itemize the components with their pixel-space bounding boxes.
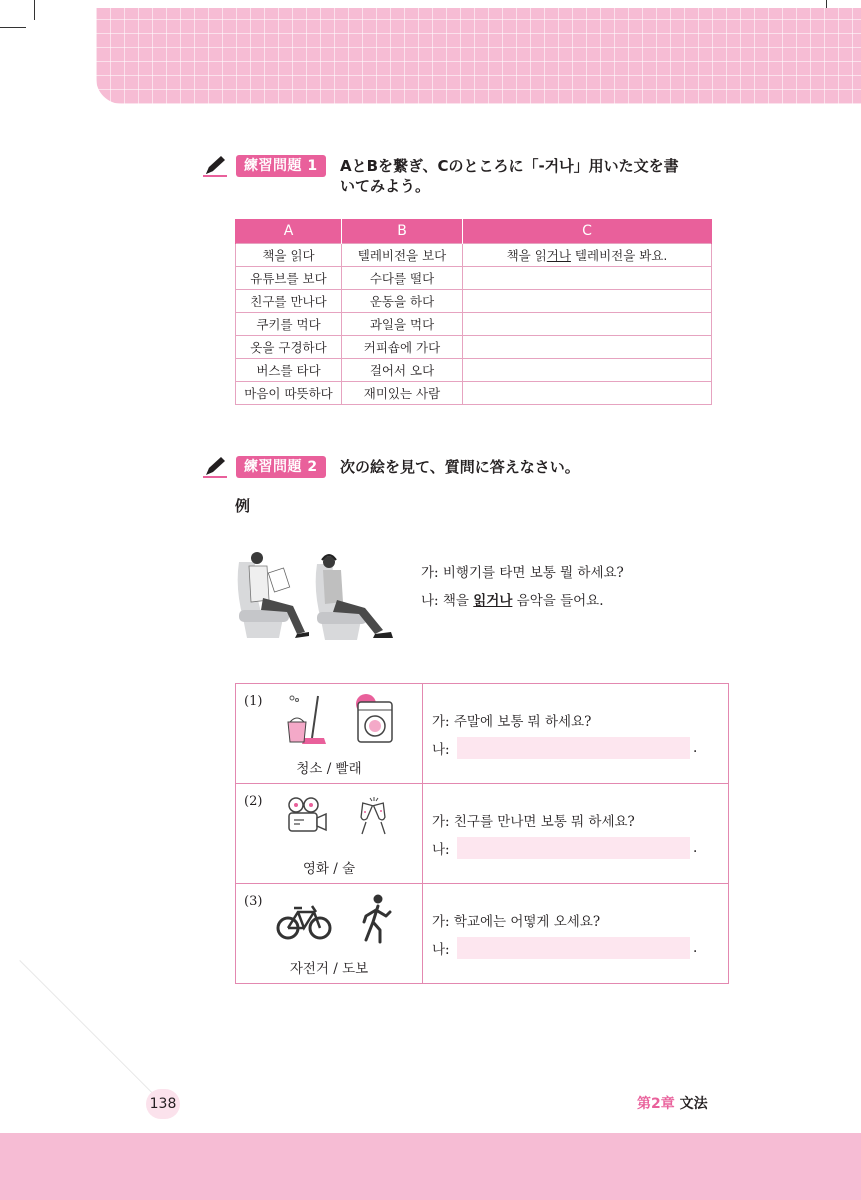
cell-a: 버스를 타다 (236, 359, 342, 382)
crop-mark (0, 27, 26, 28)
item-number: (2) (244, 794, 263, 809)
column-header-a: A (236, 219, 342, 244)
cell-c-blank[interactable] (463, 359, 712, 382)
pencil-icon (203, 153, 229, 177)
wine-glasses-icon (354, 796, 394, 838)
decorative-line (19, 960, 161, 1102)
cell-c-blank[interactable] (463, 290, 712, 313)
airplane-passengers-illustration (233, 548, 403, 644)
answer-prefix: 나: (432, 942, 450, 958)
table-row (236, 884, 729, 984)
bicycle-icon (276, 902, 332, 942)
example-label: 例 (235, 497, 251, 515)
cell-b: 텔레비전을 보다 (342, 244, 463, 267)
answer-input[interactable] (457, 837, 690, 859)
cell-a: 쿠키를 먹다 (236, 313, 342, 336)
table-row (236, 359, 712, 382)
answer-prefix: 나: (432, 742, 450, 758)
table-row (236, 382, 712, 405)
cell-a: 친구를 만나다 (236, 290, 342, 313)
cell-a: 옷을 구경하다 (236, 336, 342, 359)
cell-b: 운동을 하다 (342, 290, 463, 313)
sample-answer-grammar: 거나 (546, 248, 571, 263)
example-question: 가: 비행기를 타면 보통 뭘 하세요? (421, 565, 624, 581)
item-question: 가: 학교에는 어떻게 오세요? (432, 914, 601, 930)
chapter-title: 文法 (679, 1096, 708, 1112)
column-header-c: C (463, 219, 712, 244)
item-caption: 영화 / 술 (302, 861, 356, 877)
exercise2-title: 次の絵を見て、質問に答えなさい。 (340, 458, 580, 476)
answer-input[interactable] (457, 737, 690, 759)
cell-c-blank[interactable] (463, 382, 712, 405)
picture-cell (236, 784, 423, 884)
table-row (236, 313, 712, 336)
column-header-b: B (342, 219, 463, 244)
item-number: (3) (244, 894, 263, 909)
movie-camera-icon (284, 796, 328, 836)
header-band (96, 8, 861, 104)
example-answer-pre: 나: 책을 (421, 593, 474, 609)
table-row (236, 784, 729, 884)
chapter-label (637, 1093, 708, 1113)
picture-cell (236, 684, 423, 784)
dialog-cell (423, 684, 729, 784)
exercise1-badge: 練習問題 1 (236, 155, 326, 177)
answer-period: . (693, 940, 698, 956)
dialog-cell (423, 884, 729, 984)
cell-c-blank[interactable] (463, 313, 712, 336)
question-table (235, 683, 729, 984)
footer-band (0, 1133, 861, 1200)
table-row (236, 267, 712, 290)
cell-b: 재미있는 사람 (342, 382, 463, 405)
cell-b: 커피숍에 가다 (342, 336, 463, 359)
cell-c-blank[interactable] (463, 267, 712, 290)
cell-b: 수다를 떨다 (342, 267, 463, 290)
cell-c (463, 244, 712, 267)
example-answer-grammar: 읽거나 (473, 593, 513, 609)
table-row (236, 336, 712, 359)
item-question: 가: 주말에 보통 뭐 하세요? (432, 714, 592, 730)
cell-c-blank[interactable] (463, 336, 712, 359)
answer-period: . (693, 740, 698, 756)
cell-a: 마음이 따뜻하다 (236, 382, 342, 405)
exercise1-title-line1: AとBを繋ぎ、Cのところに「-거나」用いた文を書 (340, 157, 679, 175)
pencil-icon (203, 454, 229, 478)
sample-answer-post: 텔레비전을 봐요. (570, 248, 668, 263)
sample-answer-pre: 책을 읽 (506, 248, 547, 263)
picture-cell (236, 884, 423, 984)
exercise2-badge: 練習問題 2 (236, 456, 326, 478)
dialog-cell (423, 784, 729, 884)
item-caption: 청소 / 빨래 (296, 761, 362, 777)
cell-b: 걸어서 오다 (342, 359, 463, 382)
table-row (236, 244, 712, 267)
washing-machine-icon (352, 692, 398, 744)
table-row (236, 290, 712, 313)
item-caption: 자전거 / 도보 (289, 961, 369, 977)
page-number: 138 (146, 1089, 180, 1119)
answer-input[interactable] (457, 937, 690, 959)
item-question: 가: 친구를 만나면 보통 뭐 하세요? (432, 814, 635, 830)
cell-a: 유튜브를 보다 (236, 267, 342, 290)
table-row (236, 684, 729, 784)
cell-a: 책을 읽다 (236, 244, 342, 267)
crop-mark (34, 0, 35, 20)
chapter-number: 第2章 (637, 1096, 675, 1112)
answer-prefix: 나: (432, 842, 450, 858)
example-answer-post: 음악을 들어요. (512, 593, 604, 609)
cell-b: 과일을 먹다 (342, 313, 463, 336)
matching-table (235, 219, 712, 405)
mop-bucket-icon (284, 694, 330, 746)
example-answer (421, 591, 604, 611)
walking-person-icon (358, 894, 394, 944)
exercise1-title-line2: いてみよう。 (340, 177, 431, 195)
answer-period: . (693, 840, 698, 856)
item-number: (1) (244, 694, 263, 709)
